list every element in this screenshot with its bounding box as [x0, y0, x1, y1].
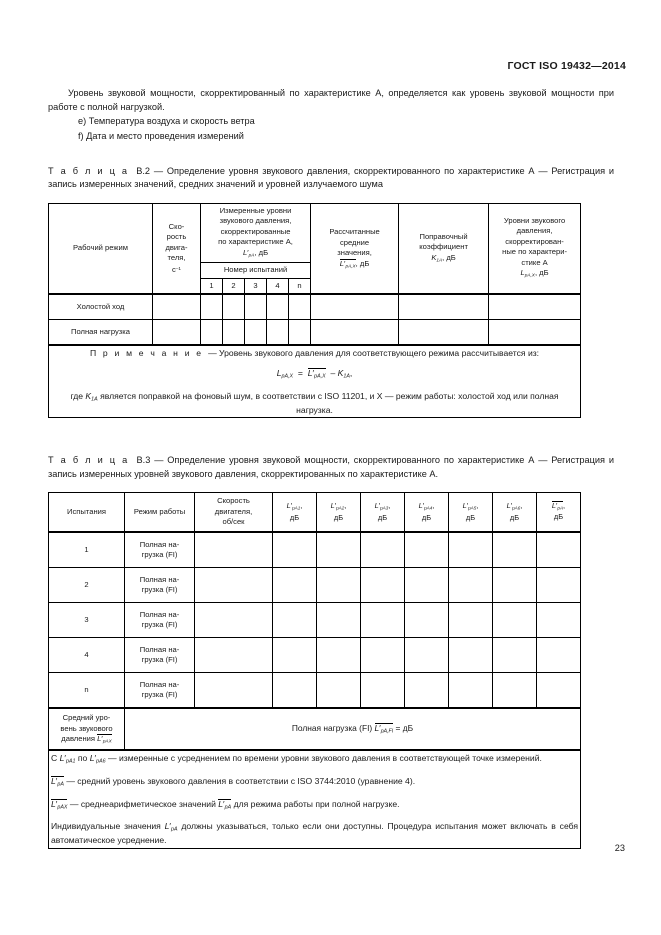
row-4-test: 4 — [49, 638, 125, 673]
fn4-sub1: pA — [171, 826, 178, 833]
th-measured-line3: скорректированные — [220, 226, 291, 236]
th-measured-line2: звукового давления, — [219, 216, 292, 226]
intro-item-e: e) Температура воздуха и скорость ветра — [78, 116, 255, 127]
row-n-lpa-mean[interactable] — [537, 673, 581, 709]
page-content — [48, 86, 614, 849]
table-b2-header-row-1 — [49, 203, 581, 263]
th-calculated-mean: Рассчитанные средние значения, $L'_{pA,X}$, дБ — [311, 203, 399, 294]
th-corr-symbol: K — [431, 252, 437, 262]
th-lpa4-sub: pA4 — [424, 504, 433, 510]
row-n-lpa5[interactable] — [449, 673, 493, 709]
table-row — [49, 603, 581, 638]
row-2-test: 2 — [49, 568, 125, 603]
footnote-1: С $L'_{pA1}$ по $L'_{pA6}$ — измеренные с усреднением по времени уровни звукового давления в соответствующей точке измерений. — [51, 753, 542, 765]
row-idle-m3[interactable] — [245, 294, 267, 320]
th-lpa5: $L'_{pA5}$, дБ — [449, 493, 493, 533]
table-b3 — [48, 492, 581, 849]
intro-item-f: f) Дата и место проведения измерений — [78, 130, 244, 141]
row-n-test: n — [49, 673, 125, 709]
row-idle-m1[interactable] — [201, 294, 223, 320]
table-b2-caption-text: — Определение уровня звукового давления, скорректированного по характеристике А — Регистрация и запись измеренных значений, средних значений и уровней излучаемого шума — [48, 165, 614, 190]
row-idle-m4[interactable] — [267, 294, 289, 320]
row-4-lpa1[interactable] — [273, 638, 317, 673]
formula-lhs-sub: pA,X — [281, 373, 294, 380]
row-1-lpa2[interactable] — [317, 532, 361, 568]
formula-k-sub: 1A — [343, 373, 350, 380]
row-1-mode-line1: Полная на- — [139, 539, 180, 549]
table-b3-footnotes — [49, 750, 581, 848]
row-4-mode-line1: Полная на- — [139, 644, 180, 654]
row-idle-speed[interactable] — [153, 294, 201, 320]
table-b2-note — [49, 345, 581, 417]
row-3-mode-line2: грузка (FI) — [141, 620, 178, 630]
table-b2-caption — [48, 165, 614, 192]
th-correction-coefficient — [399, 203, 489, 294]
row-n-lpa6[interactable] — [493, 673, 537, 709]
fn3-sym1: L — [51, 798, 56, 809]
th-speed-line1: Ско- — [168, 221, 185, 231]
summary-value-symbol: L — [374, 722, 380, 733]
summary-label-symbol: L — [97, 734, 102, 744]
th-lpa3-sub: pA3 — [380, 504, 389, 510]
row-3-test: 3 — [49, 603, 125, 638]
fn1-part2: по — [77, 753, 88, 764]
th-test-3: 3 — [245, 278, 267, 294]
row-4-lpa-mean[interactable] — [537, 638, 581, 673]
row-1-mode — [125, 532, 195, 568]
fn2-part1: — средний уровень звукового давления в соответствии с ISO 3744:2010 (уравнение 4). — [66, 776, 416, 787]
fn4-sym1: L — [164, 821, 170, 832]
row-4-lpa2[interactable] — [317, 638, 361, 673]
row-1-speed[interactable] — [195, 532, 273, 568]
th-speed-unit-exp: –1 — [175, 265, 182, 271]
table-row — [49, 532, 581, 568]
fn2-sym1: L — [51, 776, 56, 787]
table-b2-caption-prefix: Т а б л и ц а — [48, 165, 129, 176]
formula-k-symbol: K — [337, 367, 344, 378]
th-test-n: n — [289, 278, 311, 294]
row-n-mode-line2: грузка (FI) — [141, 690, 178, 700]
th-lpa3: $L'_{pA3}$, дБ — [361, 493, 405, 533]
th-lpa4-symbol: L — [418, 500, 423, 510]
table-b3-summary-row — [49, 708, 581, 750]
th-lpa1-symbol: L — [286, 500, 291, 510]
row-2-lpa4[interactable] — [405, 568, 449, 603]
row-full-m4[interactable] — [267, 320, 289, 346]
th-lpa3-unit: дБ — [377, 513, 388, 523]
th-lpa6-unit: дБ — [509, 513, 520, 523]
row-full-correction[interactable] — [399, 320, 489, 346]
summary-label: Средний уро- вень звукового давления $L'_{pAX}$ — [49, 708, 125, 750]
th-corr-symbol-sub: 1A — [436, 256, 443, 262]
table-b3-caption-text: — Определение уровня звуковой мощности, скорректированного по характеристике А — Регистрация и запись измеренных уровней звукового давления, скорректированных по характеристике А. — [48, 455, 614, 479]
fn4-part1: Индивидуальные значения — [51, 821, 161, 832]
summary-value-eq: = дБ — [395, 722, 414, 733]
row-1-lpa4[interactable] — [405, 532, 449, 568]
footnote-4: Индивидуальные значения $L'_{pA}$ должны указываться, только если они доступны. Процедура испытания может включать в себя автоматическое усреднение. — [51, 821, 579, 846]
row-idle-correction[interactable] — [399, 294, 489, 320]
table-b3-caption — [48, 454, 614, 481]
summary-label-sub: pAX — [102, 738, 112, 744]
row-1-lpa-mean[interactable] — [537, 532, 581, 568]
table-row — [49, 673, 581, 709]
row-4-mode-line2: грузка (FI) — [141, 655, 178, 665]
table-b3-caption-number: В.3 — [136, 455, 151, 466]
fn4-part2: должны указываться, только если они доступны. Процедура испытания может включать в себя автоматическое усреднение. — [51, 821, 579, 846]
th-lpa2-sub: pA2 — [336, 504, 345, 510]
th-measured-symbol-sub: pA — [248, 251, 255, 257]
th-corr-symbol-unit: , дБ — [442, 252, 456, 262]
row-4-lpa4[interactable] — [405, 638, 449, 673]
th-test-2: 2 — [223, 278, 245, 294]
row-full-level[interactable] — [489, 320, 581, 346]
th-speed-unit: с — [171, 264, 176, 274]
formula-lhs-symbol: L — [276, 367, 282, 378]
row-n-lpa3[interactable] — [361, 673, 405, 709]
row-idle-mn[interactable] — [289, 294, 311, 320]
row-n-speed[interactable] — [195, 673, 273, 709]
th-speed-line2: рость — [166, 232, 187, 242]
th-corrected-levels — [489, 203, 581, 294]
row-n-mode-line1: Полная на- — [139, 679, 180, 689]
formula-rhs-symbol: L — [307, 367, 313, 378]
th-engine-speed — [153, 203, 201, 294]
th-lpa-mean: $L'_{pA}$, дБ — [537, 493, 581, 533]
fn3-part1: — среднеарифметическое значений — [69, 798, 216, 809]
fn1-part1: С — [51, 753, 58, 764]
row-full-mn[interactable] — [289, 320, 311, 346]
th-lpa4-unit: дБ — [421, 513, 432, 523]
row-3-lpa3[interactable] — [361, 603, 405, 638]
th-b3-speed-line3: об/сек — [222, 517, 245, 527]
th-lpa5-sub: pA5 — [468, 504, 477, 510]
row-idle-mean[interactable] — [311, 294, 399, 320]
row-3-lpa2[interactable] — [317, 603, 361, 638]
fn3-part2: для режима работы при полной нагрузке. — [233, 798, 400, 809]
th-operating-mode: Режим работы — [125, 493, 195, 533]
th-levels-symbol-unit: , дБ — [534, 268, 549, 278]
row-2-lpa5[interactable] — [449, 568, 493, 603]
note-where-k: K — [85, 390, 92, 401]
standard-header: ГОСТ ISO 19432—2014 — [507, 60, 626, 72]
th-speed-line4: теля, — [167, 253, 186, 263]
row-2-lpa-mean[interactable] — [537, 568, 581, 603]
fn1-sym1: L — [59, 753, 65, 764]
fn1-sym2: L — [89, 753, 95, 764]
note-formula: $L_{pA,X} = L'_{pA,X} - K_{1A}$, — [51, 368, 578, 382]
th-lpa2: $L'_{pA2}$, дБ — [317, 493, 361, 533]
row-1-lpa6[interactable] — [493, 532, 537, 568]
row-3-mode-line1: Полная на- — [139, 609, 180, 619]
row-2-lpa3[interactable] — [361, 568, 405, 603]
table-b2-note-row — [49, 345, 581, 417]
row-n-lpa2[interactable] — [317, 673, 361, 709]
fn1-part3: — измеренные с усреднением по времени уровни звукового давления в соответствующей точке измерений. — [108, 753, 542, 764]
table-row — [49, 320, 581, 346]
row-4-lpa5[interactable] — [449, 638, 493, 673]
row-full-m1[interactable] — [201, 320, 223, 346]
th-corr-line2: коэффициент — [419, 242, 468, 252]
th-levels-line1: Уровни звукового — [503, 215, 566, 225]
table-b2-caption-number: В.2 — [136, 165, 150, 176]
th-speed-line3: двига- — [165, 242, 188, 252]
th-lpa-mean-sub: pA — [557, 505, 564, 511]
row-3-lpa1[interactable] — [273, 603, 317, 638]
th-lpa-mean-symbol: L — [551, 501, 557, 511]
row-2-lpa6[interactable] — [493, 568, 537, 603]
table-b3-footnotes-row — [49, 750, 581, 848]
row-2-speed[interactable] — [195, 568, 273, 603]
row-1-lpa5[interactable] — [449, 532, 493, 568]
fn2-sub1: pA — [57, 781, 64, 788]
table-b3-caption-prefix: Т а б л и ц а — [48, 455, 129, 466]
fn1-sub2: pA6 — [96, 758, 106, 765]
table-row — [49, 568, 581, 603]
formula-end: , — [349, 367, 353, 378]
note-where-lead: где — [70, 390, 84, 401]
row-n-mode — [125, 673, 195, 709]
table-row — [49, 294, 581, 320]
th-lpa5-unit: дБ — [465, 513, 476, 523]
th-levels-line5: стике А — [521, 257, 548, 267]
th-measured-line4: по характеристике А, — [218, 237, 293, 247]
th-levels-line4: ные по характери- — [502, 247, 567, 257]
row-full-label: Полная нагрузка — [49, 320, 153, 346]
fn1-sub1: pA1 — [66, 758, 76, 765]
footnote-2: $L'_{pA}$ — средний уровень звукового давления в соответствии с ISO 3744:2010 (уравнение 4). — [51, 776, 578, 790]
row-3-lpa5[interactable] — [449, 603, 493, 638]
row-3-speed[interactable] — [195, 603, 273, 638]
footnote-3: $L'_{pAX}$ — среднеарифметическое значений $L'_{pA}$ для режима работы при полной нагрузке. — [51, 799, 578, 813]
th-calc-line1: Рассчитанные — [329, 227, 380, 237]
row-1-lpa3[interactable] — [361, 532, 405, 568]
row-2-mode-line2: грузка (FI) — [141, 585, 178, 595]
row-3-lpa4[interactable] — [405, 603, 449, 638]
th-lpa6-symbol: L — [506, 500, 511, 510]
row-1-lpa1[interactable] — [273, 532, 317, 568]
th-test-4: 4 — [267, 278, 289, 294]
th-b3-speed-line1: Скорость — [217, 496, 250, 506]
th-levels-line2: давления, — [516, 226, 553, 236]
table-row — [49, 638, 581, 673]
intro-paragraph: Уровень звуковой мощности, скорректированный по характеристике А, определяется как уровень звуковой мощности при работе с полной нагрузкой. — [48, 88, 614, 113]
note-label: П р и м е ч а н и е — [89, 348, 204, 359]
summary-value-sub: pA,FI — [380, 728, 394, 735]
row-idle-level[interactable] — [489, 294, 581, 320]
th-calc-symbol-sub: pA,X — [345, 262, 356, 268]
th-b3-speed-line2: двигателя, — [214, 506, 253, 516]
formula-equals: = — [297, 367, 303, 378]
note-where-k-sub: 1A — [91, 396, 98, 403]
th-lpa1-sub: pA1 — [292, 504, 301, 510]
th-lpa4: $L'_{pA4}$, дБ — [405, 493, 449, 533]
th-lpa3-symbol: L — [374, 500, 379, 510]
row-n-lpa4[interactable] — [405, 673, 449, 709]
th-lpa2-unit: дБ — [333, 513, 344, 523]
th-measured-symbol: L — [242, 247, 248, 257]
th-levels-line3: скорректирован- — [505, 236, 564, 246]
th-mode: Рабочий режим — [49, 203, 153, 294]
th-measured-line1: Измеренные уровни — [219, 205, 292, 215]
row-3-lpa-mean[interactable] — [537, 603, 581, 638]
row-full-speed[interactable] — [153, 320, 201, 346]
table-b2 — [48, 203, 581, 419]
th-levels-symbol: L — [520, 268, 525, 278]
row-idle-label: Холостой ход — [49, 294, 153, 320]
row-4-mode — [125, 638, 195, 673]
row-4-speed[interactable] — [195, 638, 273, 673]
th-lpa6: $L'_{pA6}$, дБ — [493, 493, 537, 533]
th-measured-levels: Измеренные уровни звукового давления, скорректированные по характеристике А, $L'_{pA}$, дБ — [201, 203, 311, 263]
summary-label-line1: Средний уро- — [62, 713, 111, 723]
th-levels-symbol-sub: pA,X — [524, 272, 535, 278]
summary-label-line2: вень звукового — [60, 723, 113, 733]
th-lpa2-symbol: L — [330, 500, 335, 510]
th-corr-line1: Поправочный — [419, 231, 468, 241]
formula-minus: – — [330, 367, 336, 378]
row-4-lpa6[interactable] — [493, 638, 537, 673]
th-calc-symbol: L — [339, 258, 345, 268]
th-engine-speed — [195, 493, 273, 533]
note-intro: — Уровень звукового давления для соответствующего режима рассчитывается из: — [208, 348, 540, 359]
row-2-mode-line1: Полная на- — [139, 574, 180, 584]
th-measured-symbol-unit: , дБ — [254, 247, 269, 257]
th-calc-line2: средние — [339, 237, 370, 247]
th-test-number: Номер испытаний — [201, 263, 311, 279]
row-2-lpa1[interactable] — [273, 568, 317, 603]
note-where-text: является поправкой на фоновый шум, в соответствии с ISO 11201, и X — режим работы: холостой ход или полная нагрузка. — [100, 390, 559, 415]
row-n-lpa1[interactable] — [273, 673, 317, 709]
summary-value[interactable]: Полная нагрузка (FI) $L'_{pA,FI}$ = дБ — [125, 708, 581, 750]
row-2-lpa2[interactable] — [317, 568, 361, 603]
page-number: 23 — [614, 843, 625, 853]
row-idle-m2[interactable] — [223, 294, 245, 320]
row-4-lpa3[interactable] — [361, 638, 405, 673]
fn3-sym2: L — [218, 798, 224, 809]
th-lpa-mean-unit: дБ — [553, 512, 564, 522]
th-lpa5-symbol: L — [462, 500, 467, 510]
summary-value-text: Полная нагрузка (FI) — [291, 722, 373, 733]
th-test-1: 1 — [201, 278, 223, 294]
row-1-test: 1 — [49, 532, 125, 568]
th-lpa1-unit: дБ — [289, 513, 300, 523]
row-full-mean[interactable] — [311, 320, 399, 346]
summary-label-line3: давления — [61, 734, 96, 744]
row-2-mode — [125, 568, 195, 603]
th-calc-symbol-unit: , дБ — [355, 258, 370, 268]
fn3-sub1: pAX — [57, 804, 68, 811]
row-3-mode — [125, 603, 195, 638]
fn3-sub2: pA — [224, 804, 232, 811]
row-full-m3[interactable] — [245, 320, 267, 346]
th-tests: Испытания — [49, 493, 125, 533]
row-3-lpa6[interactable] — [493, 603, 537, 638]
formula-rhs-sub: pA,X — [314, 373, 326, 380]
row-1-mode-line2: грузка (FI) — [141, 550, 178, 560]
th-calc-line3: значения, — [337, 248, 372, 258]
th-lpa6-sub: pA6 — [512, 504, 521, 510]
row-full-m2[interactable] — [223, 320, 245, 346]
th-lpa1: $L'_{pA1}$, дБ — [273, 493, 317, 533]
table-b3-header-row — [49, 493, 581, 533]
